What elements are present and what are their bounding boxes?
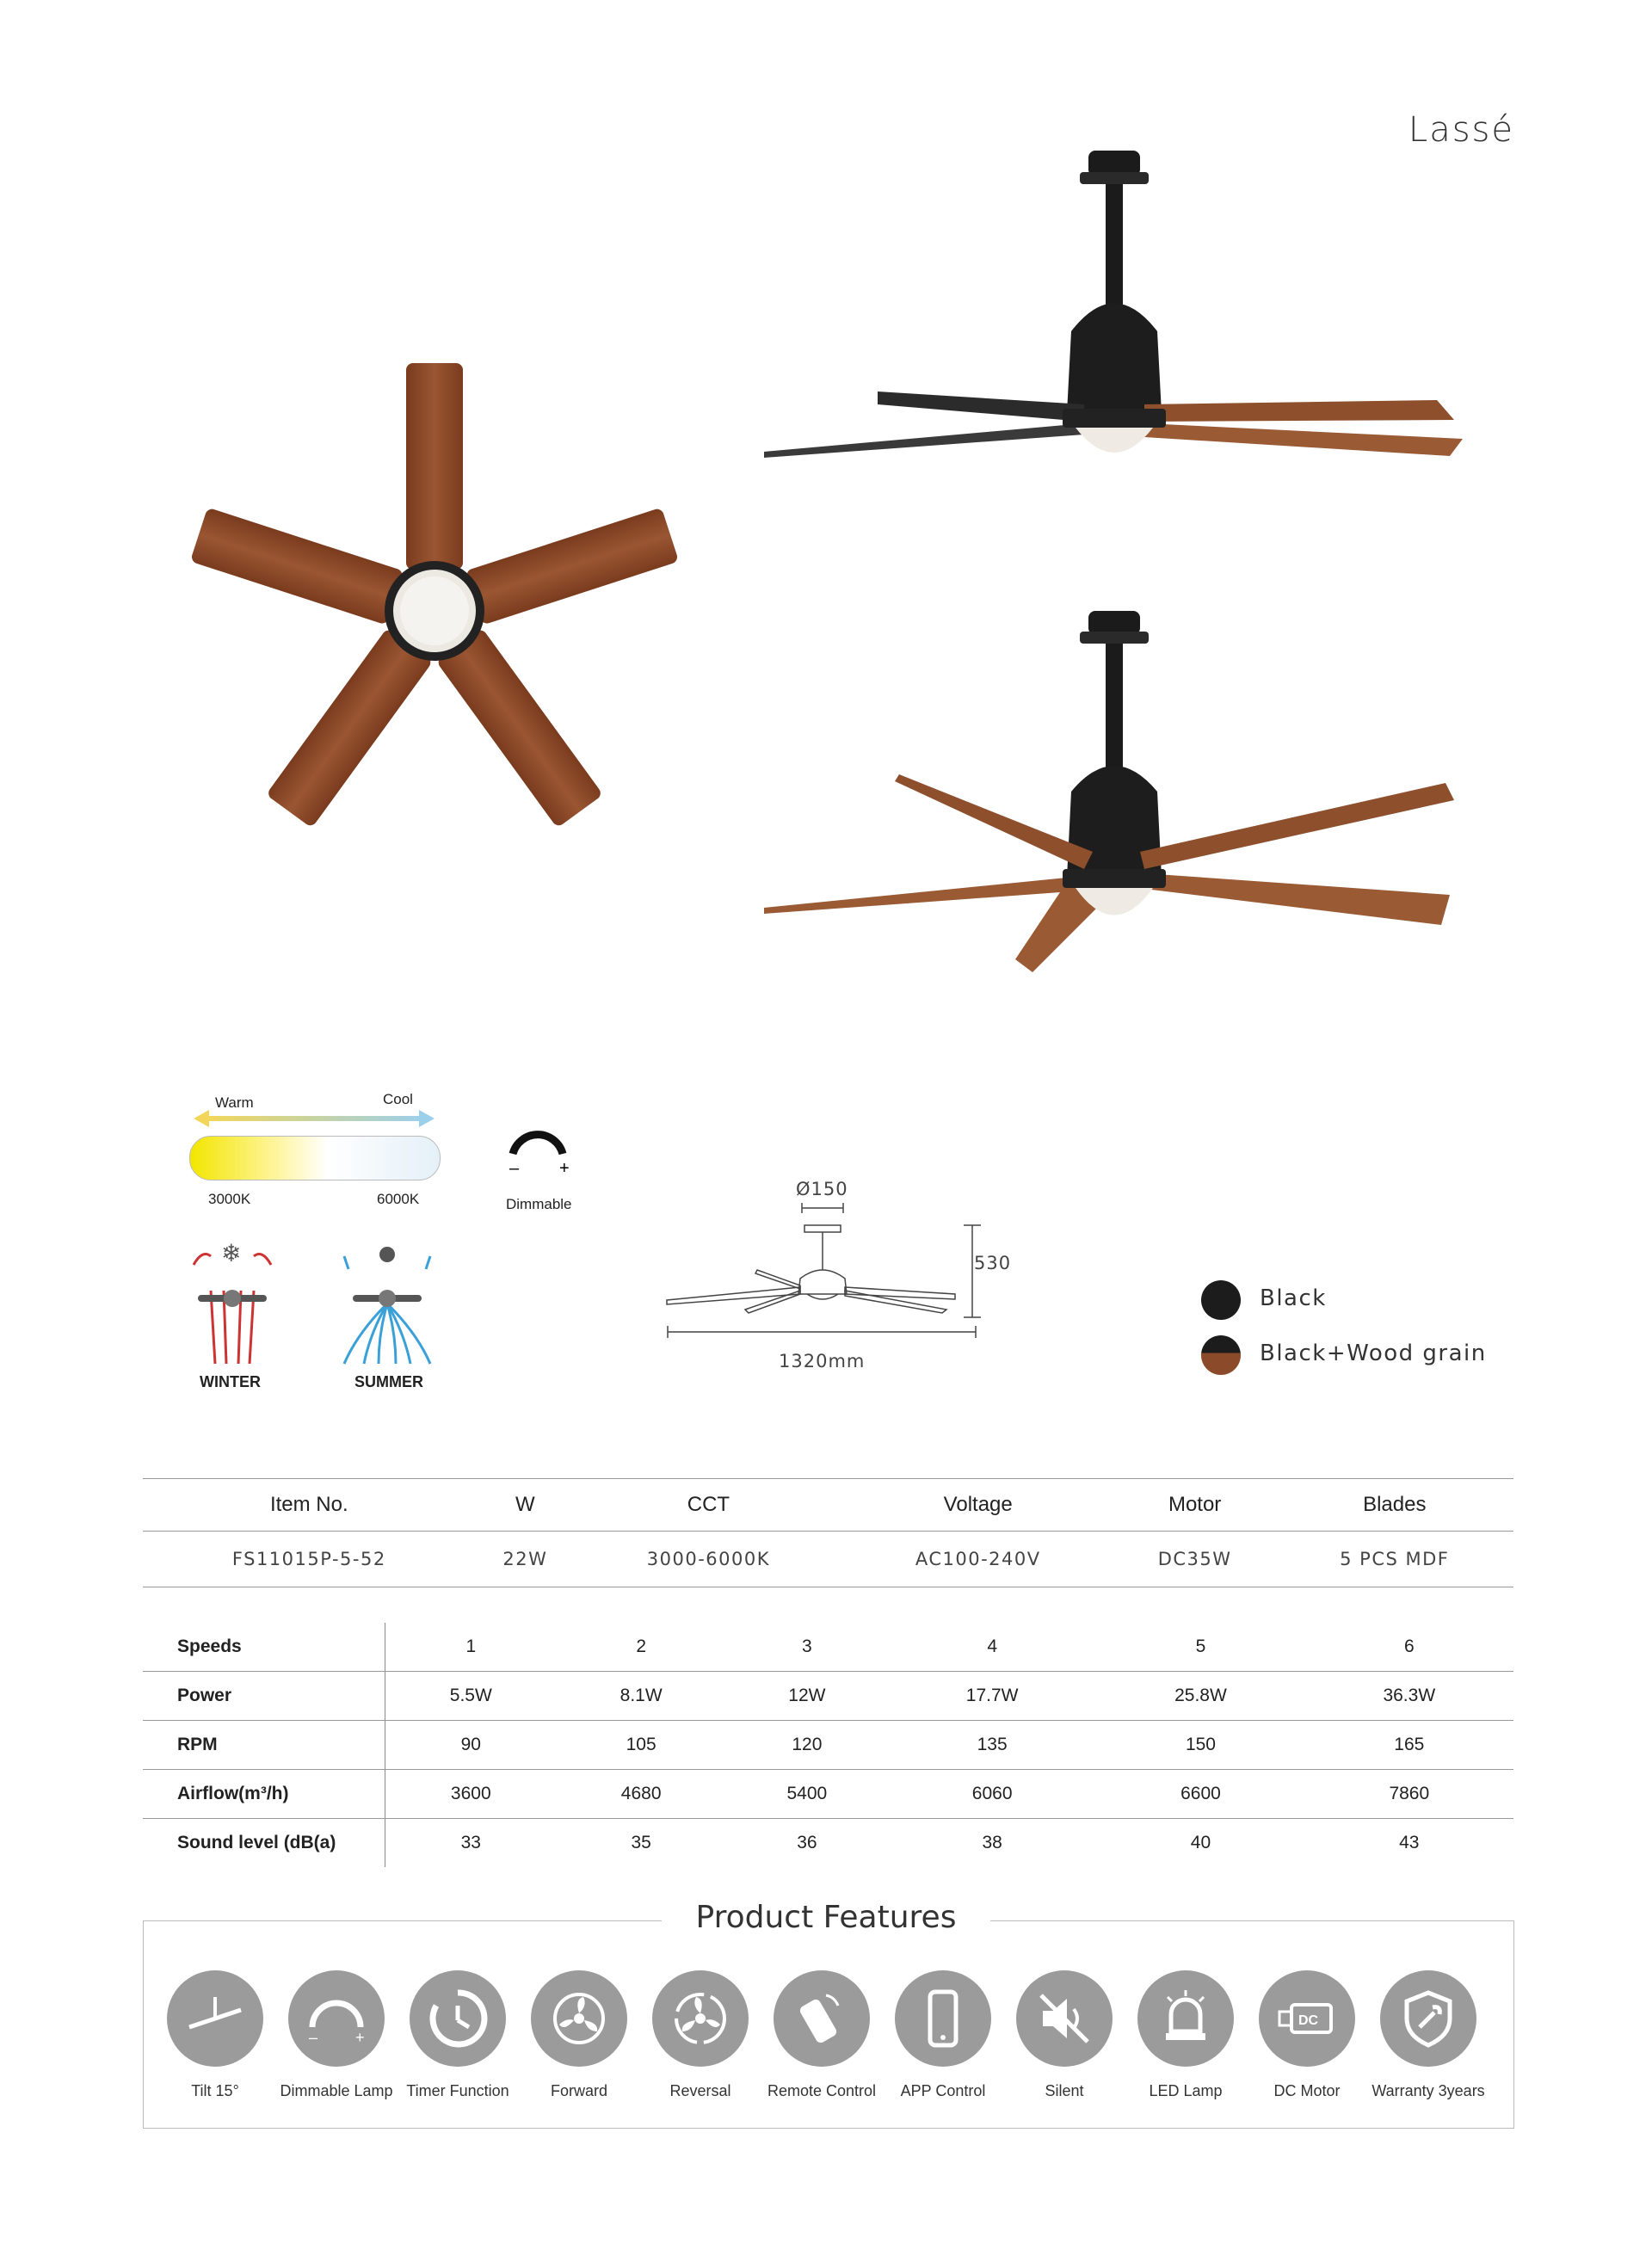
table-cell: 4680 [557,1770,726,1819]
dimmable-icon [288,1970,385,2067]
features-title: Product Features [662,1900,991,1935]
table-cell: 38 [982,1833,1002,1852]
table-cell: 1 [385,1623,557,1672]
feature-reversal [640,1970,761,2100]
table-cell: 6600 [1096,1770,1304,1819]
header-w: W [476,1479,575,1532]
span-dimension: 1320mm [779,1351,866,1371]
row-label: Airflow(m³/h) [143,1770,385,1819]
table-cell: 2 [557,1623,726,1672]
header-item-no: Item No. [143,1479,476,1532]
fan-blade [406,363,463,570]
led-icon [1137,1970,1234,2067]
product-title: Lassé [1408,110,1514,150]
spec-table-header [143,1479,1513,1532]
svg-text:–: – [509,1159,520,1175]
feature-label: Timer Function [406,2082,509,2099]
table-cell: 5.5W [385,1672,557,1721]
warm-label: Warm [215,1094,254,1111]
table-cell: 33 [460,1833,481,1852]
feature-label: APP Control [900,2082,986,2099]
table-cell: 165 [1305,1721,1513,1770]
cool-label: Cool [383,1091,413,1107]
feature-tilt [155,1970,275,2100]
feature-silent [1004,1970,1125,2100]
table-cell: 3 [726,1623,888,1672]
feature-led [1125,1970,1246,2100]
warm-cool-arrow [194,1108,435,1129]
cct-gradient-bar [189,1136,441,1180]
reversal-icon [652,1970,749,2067]
feature-label: Tilt 15° [191,2082,239,2099]
cell-item-no: FS11015P-5-52 [143,1532,476,1587]
feature-label: Remote Control [767,2082,877,2099]
table-cell: 17.7W [888,1672,1096,1721]
finish-label-black: Black [1260,1285,1327,1311]
row-label: Sound level (dB(a) [143,1819,385,1868]
header-cct: CCT [575,1479,842,1532]
table-cell: 150 [1096,1721,1304,1770]
table-cell: 5 [1096,1623,1304,1672]
feature-label: Warranty 3years [1372,2082,1485,2099]
spec-table [143,1478,1513,1587]
table-cell: 90 [385,1721,557,1770]
table-cell: 25.8W [1096,1672,1304,1721]
table-cell: 36.3W [1305,1672,1513,1721]
table-row [143,1532,1513,1587]
table-row [143,1721,1513,1770]
table-cell: 4 [888,1623,1096,1672]
feature-label: Silent [1045,2082,1084,2099]
fan-top-view [155,327,723,878]
cct-max-label: 6000K [377,1191,420,1207]
feature-label: LED Lamp [1149,2082,1223,2099]
height-dimension: 530 [974,1253,1012,1273]
cct-min-label: 3000K [208,1191,251,1207]
fan-blade [266,627,433,828]
fan-blade [436,627,603,828]
fan-side-view-upper [757,146,1471,508]
forward-icon [531,1970,627,2067]
phone-icon [895,1970,991,2067]
features-title-wrap [0,1900,1652,1935]
svg-text:DC: DC [1298,2013,1319,2028]
feature-label: Reversal [669,2082,731,2099]
table-cell: 40 [1190,1833,1211,1852]
fan-side-view-lower [757,602,1471,972]
table-cell: 12W [726,1672,888,1721]
summer-label: SUMMER [354,1373,423,1390]
winter-mode-icon [176,1239,288,1368]
row-label: Speeds [143,1623,385,1672]
cell-w: 22W [476,1532,575,1587]
remote-icon [774,1970,870,2067]
table-cell: 6060 [888,1770,1096,1819]
table-cell: 135 [888,1721,1096,1770]
fan-blade [190,508,404,626]
cell-cct: 3000-6000K [575,1532,842,1587]
speed-table [143,1623,1513,1867]
feature-dimmable [276,1970,397,2100]
cell-blades: 5 PCS MDF [1276,1532,1513,1587]
svg-text:❄: ❄ [221,1240,242,1267]
feature-app [883,1970,1003,2100]
feature-remote [761,1970,882,2100]
header-voltage: Voltage [842,1479,1114,1532]
feature-label: DC Motor [1273,2082,1341,2099]
header-motor: Motor [1114,1479,1276,1532]
dimmable-label: Dimmable [506,1196,572,1212]
feature-warranty [1368,1970,1489,2100]
table-cell: 105 [557,1721,726,1770]
table-row [143,1672,1513,1721]
dc-motor-icon [1259,1970,1355,2067]
timer-icon [410,1970,506,2067]
finish-swatch-black-wood [1201,1335,1241,1375]
winter-label: WINTER [200,1373,261,1390]
cell-motor: DC35W [1114,1532,1276,1587]
feature-dc-motor [1247,1970,1367,2100]
summer-mode-icon [331,1239,443,1368]
dimension-drawing [663,1201,989,1356]
table-row [143,1623,1513,1672]
warranty-icon [1380,1970,1476,2067]
row-label: Power [143,1672,385,1721]
feature-label: Dimmable Lamp [280,2082,393,2099]
row-label: RPM [143,1721,385,1770]
header-blades: Blades [1276,1479,1513,1532]
table-cell: 35 [631,1833,651,1852]
table-cell: 43 [1399,1833,1420,1852]
table-cell: 6 [1305,1623,1513,1672]
svg-text:+: + [355,2029,365,2044]
dimmable-icon [506,1124,575,1175]
finish-swatch-black [1201,1280,1241,1320]
cell-voltage: AC100-240V [842,1532,1114,1587]
svg-text:–: – [309,2029,318,2044]
table-cell: 5400 [726,1770,888,1819]
tilt-icon [167,1970,263,2067]
feature-timer [398,1970,518,2100]
table-cell: 7860 [1305,1770,1513,1819]
table-cell: 3600 [385,1770,557,1819]
table-row [143,1770,1513,1819]
feature-label: Forward [550,2082,607,2099]
finish-label-black-wood: Black+Wood grain [1260,1341,1487,1366]
silent-icon [1016,1970,1113,2067]
diameter-dimension: Ø150 [796,1179,848,1199]
table-cell: 8.1W [557,1672,726,1721]
table-row [143,1819,1513,1868]
table-cell: 120 [726,1721,888,1770]
fan-blade [465,508,679,626]
table-cell: 36 [797,1833,817,1852]
svg-text:+: + [559,1159,570,1175]
feature-forward [519,1970,639,2100]
